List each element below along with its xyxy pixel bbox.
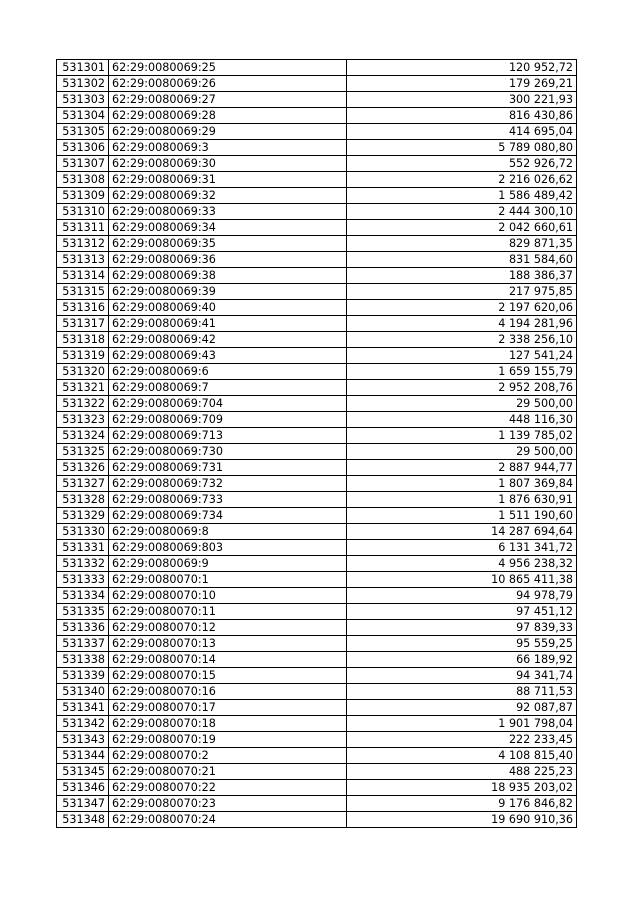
cadastral-value-cell: 414 695,04 bbox=[347, 124, 577, 140]
row-id-cell: 531330 bbox=[57, 524, 109, 540]
table-row bbox=[57, 540, 577, 556]
table-row bbox=[57, 300, 577, 316]
cadastral-value-cell: 29 500,00 bbox=[347, 444, 577, 460]
table-row bbox=[57, 812, 577, 828]
cadastral-number-cell: 62:29:0080069:713 bbox=[109, 428, 347, 444]
row-id-cell: 531345 bbox=[57, 764, 109, 780]
row-id-cell: 531301 bbox=[57, 60, 109, 76]
cadastral-value-cell: 2 338 256,10 bbox=[347, 332, 577, 348]
table-row bbox=[57, 252, 577, 268]
table-row bbox=[57, 76, 577, 92]
table-row bbox=[57, 236, 577, 252]
cadastral-number-cell: 62:29:0080069:28 bbox=[109, 108, 347, 124]
cadastral-value-cell: 92 087,87 bbox=[347, 700, 577, 716]
cadastral-value-cell: 1 901 798,04 bbox=[347, 716, 577, 732]
cadastral-value-cell: 94 978,79 bbox=[347, 588, 577, 604]
row-id-cell: 531314 bbox=[57, 268, 109, 284]
table-row bbox=[57, 700, 577, 716]
cadastral-number-cell: 62:29:0080070:21 bbox=[109, 764, 347, 780]
cadastral-number-cell: 62:29:0080069:27 bbox=[109, 92, 347, 108]
table-row bbox=[57, 652, 577, 668]
row-id-cell: 531331 bbox=[57, 540, 109, 556]
cadastral-value-cell: 6 131 341,72 bbox=[347, 540, 577, 556]
row-id-cell: 531302 bbox=[57, 76, 109, 92]
table-row bbox=[57, 732, 577, 748]
row-id-cell: 531308 bbox=[57, 172, 109, 188]
row-id-cell: 531313 bbox=[57, 252, 109, 268]
cadastral-number-cell: 62:29:0080069:42 bbox=[109, 332, 347, 348]
cadastral-value-cell: 94 341,74 bbox=[347, 668, 577, 684]
table-row bbox=[57, 108, 577, 124]
cadastral-value-cell: 4 108 815,40 bbox=[347, 748, 577, 764]
cadastral-number-cell: 62:29:0080069:34 bbox=[109, 220, 347, 236]
row-id-cell: 531340 bbox=[57, 684, 109, 700]
table-row bbox=[57, 332, 577, 348]
cadastral-number-cell: 62:29:0080069:36 bbox=[109, 252, 347, 268]
table-row bbox=[57, 716, 577, 732]
cadastral-number-cell: 62:29:0080070:1 bbox=[109, 572, 347, 588]
table-row bbox=[57, 156, 577, 172]
cadastral-number-cell: 62:29:0080069:33 bbox=[109, 204, 347, 220]
cadastral-value-cell: 2 444 300,10 bbox=[347, 204, 577, 220]
cadastral-value-cell: 97 839,33 bbox=[347, 620, 577, 636]
cadastral-number-cell: 62:29:0080069:39 bbox=[109, 284, 347, 300]
table-row bbox=[57, 188, 577, 204]
row-id-cell: 531325 bbox=[57, 444, 109, 460]
table-row bbox=[57, 764, 577, 780]
cadastral-number-cell: 62:29:0080070:24 bbox=[109, 812, 347, 828]
row-id-cell: 531344 bbox=[57, 748, 109, 764]
table-row bbox=[57, 604, 577, 620]
table-row bbox=[57, 668, 577, 684]
cadastral-number-cell: 62:29:0080070:22 bbox=[109, 780, 347, 796]
cadastral-value-cell: 2 042 660,61 bbox=[347, 220, 577, 236]
cadastral-value-cell: 2 216 026,62 bbox=[347, 172, 577, 188]
table-row bbox=[57, 684, 577, 700]
row-id-cell: 531305 bbox=[57, 124, 109, 140]
cadastral-value-cell: 2 952 208,76 bbox=[347, 380, 577, 396]
row-id-cell: 531309 bbox=[57, 188, 109, 204]
cadastral-number-cell: 62:29:0080069:734 bbox=[109, 508, 347, 524]
cadastral-value-cell: 95 559,25 bbox=[347, 636, 577, 652]
table-row bbox=[57, 92, 577, 108]
cadastral-number-cell: 62:29:0080070:14 bbox=[109, 652, 347, 668]
row-id-cell: 531342 bbox=[57, 716, 109, 732]
cadastral-number-cell: 62:29:0080070:10 bbox=[109, 588, 347, 604]
row-id-cell: 531311 bbox=[57, 220, 109, 236]
table-row bbox=[57, 124, 577, 140]
cadastral-value-cell: 1 586 489,42 bbox=[347, 188, 577, 204]
row-id-cell: 531333 bbox=[57, 572, 109, 588]
cadastral-value-cell: 179 269,21 bbox=[347, 76, 577, 92]
cadastral-value-cell: 816 430,86 bbox=[347, 108, 577, 124]
row-id-cell: 531332 bbox=[57, 556, 109, 572]
cadastral-number-cell: 62:29:0080070:16 bbox=[109, 684, 347, 700]
table-row bbox=[57, 492, 577, 508]
row-id-cell: 531318 bbox=[57, 332, 109, 348]
cadastral-number-cell: 62:29:0080069:26 bbox=[109, 76, 347, 92]
cadastral-value-cell: 552 926,72 bbox=[347, 156, 577, 172]
table-row bbox=[57, 396, 577, 412]
cadastral-value-cell: 29 500,00 bbox=[347, 396, 577, 412]
table-row bbox=[57, 268, 577, 284]
table-row bbox=[57, 508, 577, 524]
row-id-cell: 531341 bbox=[57, 700, 109, 716]
cadastral-value-cell: 18 935 203,02 bbox=[347, 780, 577, 796]
table-row bbox=[57, 796, 577, 812]
cadastral-value-cell: 2 887 944,77 bbox=[347, 460, 577, 476]
cadastral-value-cell: 19 690 910,36 bbox=[347, 812, 577, 828]
cadastral-number-cell: 62:29:0080069:41 bbox=[109, 316, 347, 332]
table-row bbox=[57, 524, 577, 540]
cadastral-value-cell: 217 975,85 bbox=[347, 284, 577, 300]
cadastral-number-cell: 62:29:0080069:9 bbox=[109, 556, 347, 572]
cadastral-value-cell: 66 189,92 bbox=[347, 652, 577, 668]
cadastral-number-cell: 62:29:0080069:731 bbox=[109, 460, 347, 476]
cadastral-number-cell: 62:29:0080069:30 bbox=[109, 156, 347, 172]
cadastral-number-cell: 62:29:0080069:733 bbox=[109, 492, 347, 508]
cadastral-number-cell: 62:29:0080070:17 bbox=[109, 700, 347, 716]
row-id-cell: 531348 bbox=[57, 812, 109, 828]
row-id-cell: 531339 bbox=[57, 668, 109, 684]
table-row bbox=[57, 588, 577, 604]
cadastral-value-cell: 5 789 080,80 bbox=[347, 140, 577, 156]
cadastral-value-table bbox=[56, 59, 577, 828]
table-row bbox=[57, 748, 577, 764]
cadastral-number-cell: 62:29:0080070:2 bbox=[109, 748, 347, 764]
row-id-cell: 531316 bbox=[57, 300, 109, 316]
table-row bbox=[57, 444, 577, 460]
row-id-cell: 531319 bbox=[57, 348, 109, 364]
cadastral-value-cell: 88 711,53 bbox=[347, 684, 577, 700]
row-id-cell: 531323 bbox=[57, 412, 109, 428]
row-id-cell: 531320 bbox=[57, 364, 109, 380]
cadastral-value-cell: 120 952,72 bbox=[347, 60, 577, 76]
row-id-cell: 531346 bbox=[57, 780, 109, 796]
row-id-cell: 531328 bbox=[57, 492, 109, 508]
table-row bbox=[57, 412, 577, 428]
cadastral-value-cell: 10 865 411,38 bbox=[347, 572, 577, 588]
cadastral-number-cell: 62:29:0080070:15 bbox=[109, 668, 347, 684]
cadastral-number-cell: 62:29:0080069:35 bbox=[109, 236, 347, 252]
table-row bbox=[57, 556, 577, 572]
row-id-cell: 531310 bbox=[57, 204, 109, 220]
table-row bbox=[57, 620, 577, 636]
cadastral-value-cell: 222 233,45 bbox=[347, 732, 577, 748]
cadastral-value-cell: 300 221,93 bbox=[347, 92, 577, 108]
table-row bbox=[57, 60, 577, 76]
row-id-cell: 531326 bbox=[57, 460, 109, 476]
table-row bbox=[57, 780, 577, 796]
table-row bbox=[57, 220, 577, 236]
cadastral-value-cell: 829 871,35 bbox=[347, 236, 577, 252]
row-id-cell: 531324 bbox=[57, 428, 109, 444]
cadastral-number-cell: 62:29:0080069:32 bbox=[109, 188, 347, 204]
table-row bbox=[57, 172, 577, 188]
row-id-cell: 531317 bbox=[57, 316, 109, 332]
cadastral-number-cell: 62:29:0080069:709 bbox=[109, 412, 347, 428]
cadastral-number-cell: 62:29:0080069:40 bbox=[109, 300, 347, 316]
cadastral-value-cell: 9 176 846,82 bbox=[347, 796, 577, 812]
cadastral-value-cell: 97 451,12 bbox=[347, 604, 577, 620]
cadastral-number-cell: 62:29:0080069:704 bbox=[109, 396, 347, 412]
cadastral-number-cell: 62:29:0080069:38 bbox=[109, 268, 347, 284]
cadastral-number-cell: 62:29:0080069:732 bbox=[109, 476, 347, 492]
cadastral-number-cell: 62:29:0080069:730 bbox=[109, 444, 347, 460]
table-row bbox=[57, 572, 577, 588]
table-row bbox=[57, 284, 577, 300]
cadastral-number-cell: 62:29:0080069:803 bbox=[109, 540, 347, 556]
cadastral-number-cell: 62:29:0080069:29 bbox=[109, 124, 347, 140]
cadastral-value-cell: 1 876 630,91 bbox=[347, 492, 577, 508]
row-id-cell: 531335 bbox=[57, 604, 109, 620]
table-row bbox=[57, 428, 577, 444]
cadastral-number-cell: 62:29:0080069:6 bbox=[109, 364, 347, 380]
row-id-cell: 531343 bbox=[57, 732, 109, 748]
cadastral-number-cell: 62:29:0080070:13 bbox=[109, 636, 347, 652]
cadastral-number-cell: 62:29:0080070:11 bbox=[109, 604, 347, 620]
cadastral-number-cell: 62:29:0080069:43 bbox=[109, 348, 347, 364]
cadastral-number-cell: 62:29:0080069:8 bbox=[109, 524, 347, 540]
row-id-cell: 531306 bbox=[57, 140, 109, 156]
cadastral-value-cell: 4 956 238,32 bbox=[347, 556, 577, 572]
table-row bbox=[57, 636, 577, 652]
table-row bbox=[57, 364, 577, 380]
cadastral-value-cell: 1 139 785,02 bbox=[347, 428, 577, 444]
table-row bbox=[57, 380, 577, 396]
row-id-cell: 531304 bbox=[57, 108, 109, 124]
row-id-cell: 531327 bbox=[57, 476, 109, 492]
row-id-cell: 531329 bbox=[57, 508, 109, 524]
cadastral-value-cell: 188 386,37 bbox=[347, 268, 577, 284]
row-id-cell: 531336 bbox=[57, 620, 109, 636]
cadastral-number-cell: 62:29:0080069:3 bbox=[109, 140, 347, 156]
cadastral-number-cell: 62:29:0080069:7 bbox=[109, 380, 347, 396]
row-id-cell: 531315 bbox=[57, 284, 109, 300]
cadastral-value-cell: 1 659 155,79 bbox=[347, 364, 577, 380]
table-row bbox=[57, 460, 577, 476]
row-id-cell: 531338 bbox=[57, 652, 109, 668]
row-id-cell: 531307 bbox=[57, 156, 109, 172]
table-row bbox=[57, 348, 577, 364]
row-id-cell: 531321 bbox=[57, 380, 109, 396]
cadastral-value-cell: 448 116,30 bbox=[347, 412, 577, 428]
cadastral-value-cell: 1 807 369,84 bbox=[347, 476, 577, 492]
cadastral-value-cell: 4 194 281,96 bbox=[347, 316, 577, 332]
table-row bbox=[57, 316, 577, 332]
cadastral-value-cell: 1 511 190,60 bbox=[347, 508, 577, 524]
cadastral-value-cell: 14 287 694,64 bbox=[347, 524, 577, 540]
row-id-cell: 531303 bbox=[57, 92, 109, 108]
row-id-cell: 531347 bbox=[57, 796, 109, 812]
table-body bbox=[57, 60, 577, 828]
cadastral-value-cell: 831 584,60 bbox=[347, 252, 577, 268]
cadastral-number-cell: 62:29:0080070:12 bbox=[109, 620, 347, 636]
row-id-cell: 531337 bbox=[57, 636, 109, 652]
cadastral-value-cell: 2 197 620,06 bbox=[347, 300, 577, 316]
table-row bbox=[57, 476, 577, 492]
cadastral-value-cell: 488 225,23 bbox=[347, 764, 577, 780]
table-row bbox=[57, 204, 577, 220]
cadastral-number-cell: 62:29:0080070:19 bbox=[109, 732, 347, 748]
cadastral-number-cell: 62:29:0080069:31 bbox=[109, 172, 347, 188]
cadastral-number-cell: 62:29:0080070:23 bbox=[109, 796, 347, 812]
cadastral-value-cell: 127 541,24 bbox=[347, 348, 577, 364]
row-id-cell: 531334 bbox=[57, 588, 109, 604]
cadastral-number-cell: 62:29:0080069:25 bbox=[109, 60, 347, 76]
table-row bbox=[57, 140, 577, 156]
row-id-cell: 531312 bbox=[57, 236, 109, 252]
cadastral-number-cell: 62:29:0080070:18 bbox=[109, 716, 347, 732]
row-id-cell: 531322 bbox=[57, 396, 109, 412]
